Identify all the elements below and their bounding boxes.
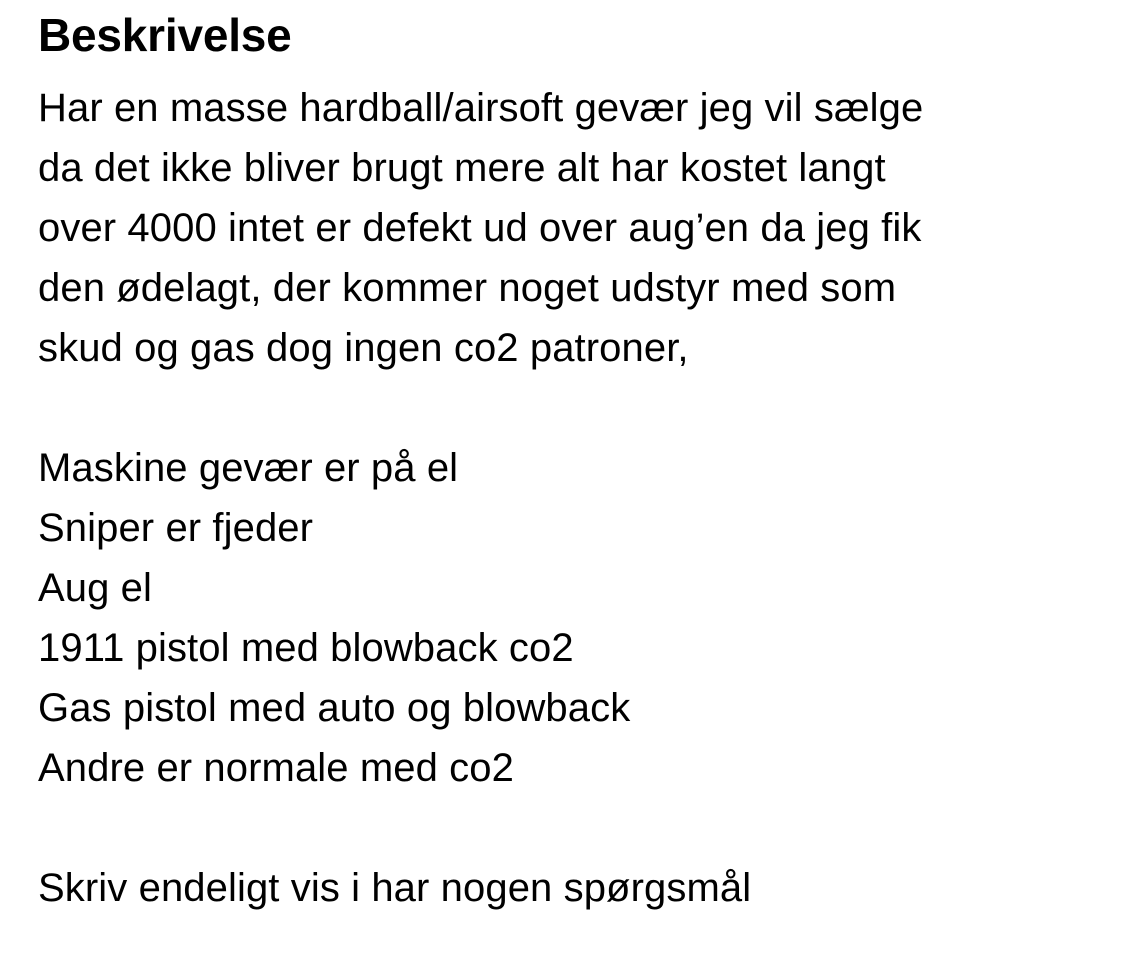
paragraph-spacer [38,378,1098,438]
item-line: Maskine gevær er på el [38,446,459,490]
item-line: Gas pistol med auto og blowback [38,686,631,730]
description-text [38,78,1098,918]
item-line: 1911 pistol med blowback co2 [38,626,574,670]
description-line: da det ikke bliver brugt mere alt har kostet langt [38,146,886,190]
paragraph-spacer [38,798,1098,858]
description-paragraph-intro [38,78,1098,378]
item-line: Aug el [38,566,153,610]
closing-line: Skriv endeligt vis i har nogen spørgsmål [38,866,752,910]
description-paragraph-items [38,438,1098,798]
description-line: skud og gas dog ingen co2 patroner, [38,326,689,370]
item-line: Sniper er fjeder [38,506,314,550]
listing-description-section [38,0,1098,918]
description-line: over 4000 intet er defekt ud over aug’en da jeg fik [38,206,922,250]
description-line: den ødelagt, der kommer noget udstyr med som [38,266,897,310]
description-paragraph-closing [38,858,1098,918]
description-line: Har en masse hardball/airsoft gevær jeg vil sælge [38,86,924,130]
section-title: Beskrivelse [38,9,292,61]
item-line: Andre er normale med co2 [38,746,514,790]
